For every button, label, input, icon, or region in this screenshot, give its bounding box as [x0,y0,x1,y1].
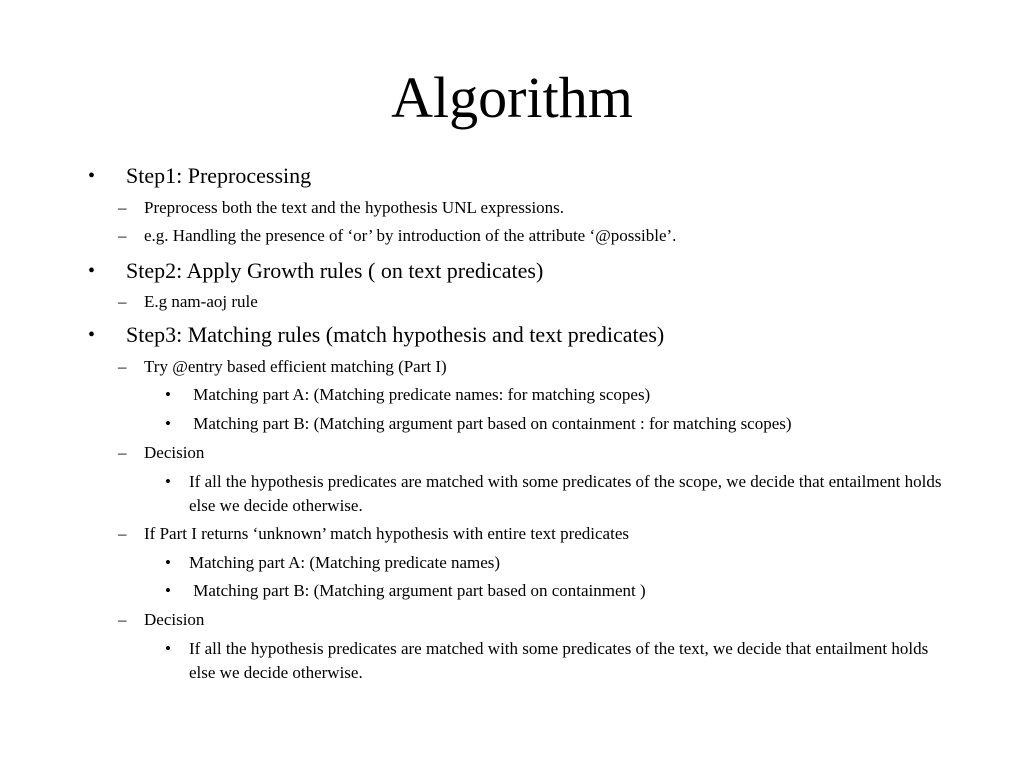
subsubbullet-part-a-names [165,551,965,575]
bullet-step3 [88,322,968,348]
dash-marker: – [118,357,127,376]
bullet-text: Step1: Preprocessing [126,163,312,188]
dot-marker: • [165,472,171,491]
subsubbullet-text: If all the hypothesis predicates are matched with some predicates of the text, we decide that entailment holds else we decide otherwise. [189,639,929,682]
subbullet-try-entry [118,356,968,378]
dash-marker: – [118,524,127,543]
dot-marker: • [165,639,171,658]
subsubbullet-part-b-containment [165,579,965,603]
subbullet-text: e.g. Handling the presence of ‘or’ by introduction of the attribute ‘@possible’. [144,226,677,245]
subsubbullet-text: Matching part B: (Matching argument part based on containment ) [189,581,646,600]
subbullet-example-or [118,225,968,247]
subbullet-decision-2 [118,609,968,631]
subsubbullet-part-a-scopes [165,383,965,407]
subbullet-preprocess [118,197,968,219]
subsubbullet-decision-scope [165,470,945,518]
bullet-marker: • [88,324,96,346]
subbullet-text: Preprocess both the text and the hypothesis UNL expressions. [144,198,565,217]
subbullet-text: E.g nam-aoj rule [144,292,258,311]
bullet-marker: • [88,260,96,282]
subsubbullet-text: Matching part A: (Matching predicate names) [189,553,501,572]
subbullet-text: If Part I returns ‘unknown’ match hypothesis with entire text predicates [144,524,629,543]
subbullet-if-part-one-unknown [118,523,968,545]
subbullet-nam-aoj [118,291,968,313]
subsubbullet-part-b-scopes [165,412,965,436]
subbullet-decision-1 [118,442,968,464]
dot-marker: • [165,581,171,600]
subsubbullet-text: If all the hypothesis predicates are matched with some predicates of the scope, we decide that entailment holds else we decide otherwise. [189,472,942,515]
dash-marker: – [118,292,127,311]
bullet-step2 [88,258,968,284]
dash-marker: – [118,610,127,629]
subsubbullet-decision-text [165,637,945,685]
slide-title: Algorithm [391,65,633,130]
bullet-step1 [88,163,968,189]
dot-marker: • [165,385,171,404]
bullet-text: Step2: Apply Growth rules ( on text predicates) [126,258,544,283]
subbullet-text: Decision [144,443,205,462]
bullet-marker: • [88,165,96,187]
subsubbullet-text: Matching part A: (Matching predicate names: for matching scopes) [189,385,651,404]
subsubbullet-text: Matching part B: (Matching argument part based on containment : for matching scopes) [189,414,792,433]
subbullet-text: Try @entry based efficient matching (Part I) [144,357,447,376]
dash-marker: – [118,226,127,245]
dash-marker: – [118,198,127,217]
dot-marker: • [165,414,171,433]
subbullet-text: Decision [144,610,205,629]
dot-marker: • [165,553,171,572]
bullet-text: Step3: Matching rules (match hypothesis and text predicates) [126,322,665,347]
dash-marker: – [118,443,127,462]
